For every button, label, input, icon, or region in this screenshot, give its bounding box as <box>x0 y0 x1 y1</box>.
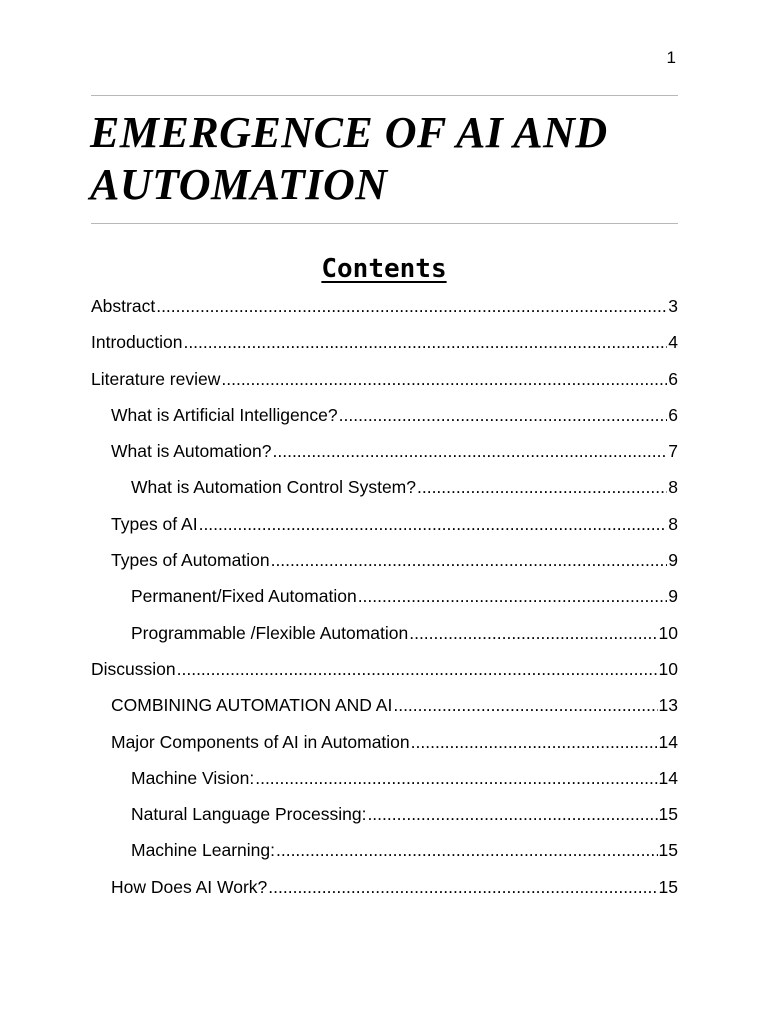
toc-entry[interactable] <box>91 873 678 909</box>
toc-entry[interactable] <box>91 582 678 618</box>
toc-entry-label: Literature review <box>91 368 221 389</box>
toc-entry-page: 6 <box>668 368 678 389</box>
toc-entry[interactable] <box>91 401 678 437</box>
toc-entry-page: 10 <box>658 658 678 679</box>
toc-dot-leader <box>273 437 668 465</box>
toc-dot-leader <box>199 510 668 538</box>
toc-dot-leader <box>409 619 657 647</box>
toc-entry-page: 9 <box>668 586 678 607</box>
toc-entry-label: How Does AI Work? <box>111 876 268 897</box>
toc-dot-leader <box>411 728 658 756</box>
toc-entry-label: Programmable /Flexible Automation <box>131 622 409 643</box>
toc-dot-leader <box>268 873 657 901</box>
toc-entry[interactable] <box>91 728 678 764</box>
toc-entry[interactable] <box>91 437 678 473</box>
toc-entry-label: Types of AI <box>111 513 198 534</box>
page-number: 1 <box>666 48 676 67</box>
toc-dot-leader <box>417 473 667 501</box>
toc-entry[interactable] <box>91 328 678 364</box>
toc-entry[interactable] <box>91 619 678 655</box>
toc-entry-label: Permanent/Fixed Automation <box>131 586 357 607</box>
toc-entry-page: 4 <box>668 332 678 353</box>
toc-entry-label: Natural Language Processing: <box>131 804 367 825</box>
toc-dot-leader <box>271 546 668 574</box>
toc-dot-leader <box>393 691 657 719</box>
toc-entry-label: Abstract <box>91 296 156 316</box>
toc-dot-leader <box>276 836 658 864</box>
toc-entry-page: 14 <box>658 731 678 752</box>
toc-entry-page: 8 <box>668 513 678 534</box>
toc-entry[interactable] <box>91 365 678 401</box>
toc-entry-label: Discussion <box>91 658 176 679</box>
toc-entry-page: 14 <box>658 767 678 788</box>
document-title: EMERGENCE OF AI AND AUTOMATION <box>90 108 608 209</box>
toc-entry-label: Major Components of AI in Automation <box>111 731 410 752</box>
toc-entry-page: 9 <box>668 550 678 571</box>
toc-dot-leader <box>183 328 667 356</box>
toc-entry-label: Types of Automation <box>111 550 270 571</box>
toc-entry[interactable] <box>91 800 678 836</box>
toc-entry-page: 7 <box>668 441 678 462</box>
toc-entry[interactable] <box>91 473 678 509</box>
toc-entry-label: What is Artificial Intelligence? <box>111 404 338 425</box>
toc-entry-label: Machine Vision: <box>131 767 255 788</box>
contents-heading: Contents <box>321 254 447 284</box>
toc-entry-page: 10 <box>658 622 678 643</box>
toc-dot-leader <box>339 401 668 429</box>
toc-entry[interactable] <box>91 691 678 727</box>
toc-entry[interactable] <box>91 510 678 546</box>
toc-entry[interactable] <box>91 292 678 328</box>
toc-dot-leader <box>255 764 657 792</box>
toc-entry-page: 15 <box>658 876 678 897</box>
toc-entry-page: 3 <box>668 296 678 316</box>
toc-dot-leader <box>177 655 658 683</box>
toc-entry-label: Introduction <box>91 332 183 353</box>
title-bottom-rule <box>91 223 678 224</box>
toc-entry-label: Machine Learning: <box>131 840 275 861</box>
toc-dot-leader <box>156 292 667 320</box>
toc-dot-leader <box>221 365 667 393</box>
toc-entry[interactable] <box>91 764 678 800</box>
toc-entry[interactable] <box>91 655 678 691</box>
toc-entry[interactable] <box>91 836 678 872</box>
toc-entry-page: 13 <box>658 695 678 716</box>
toc-entry-label: COMBINING AUTOMATION AND AI <box>111 695 393 716</box>
table-of-contents <box>91 292 678 909</box>
toc-entry-page: 8 <box>668 477 678 498</box>
toc-entry-page: 15 <box>658 804 678 825</box>
toc-entry-page: 15 <box>658 840 678 861</box>
toc-dot-leader <box>367 800 657 828</box>
toc-entry-page: 6 <box>668 404 678 425</box>
toc-entry[interactable] <box>91 546 678 582</box>
toc-dot-leader <box>358 582 668 610</box>
title-top-rule <box>91 95 678 96</box>
toc-entry-label: What is Automation Control System? <box>131 477 416 498</box>
toc-entry-label: What is Automation? <box>111 441 272 462</box>
